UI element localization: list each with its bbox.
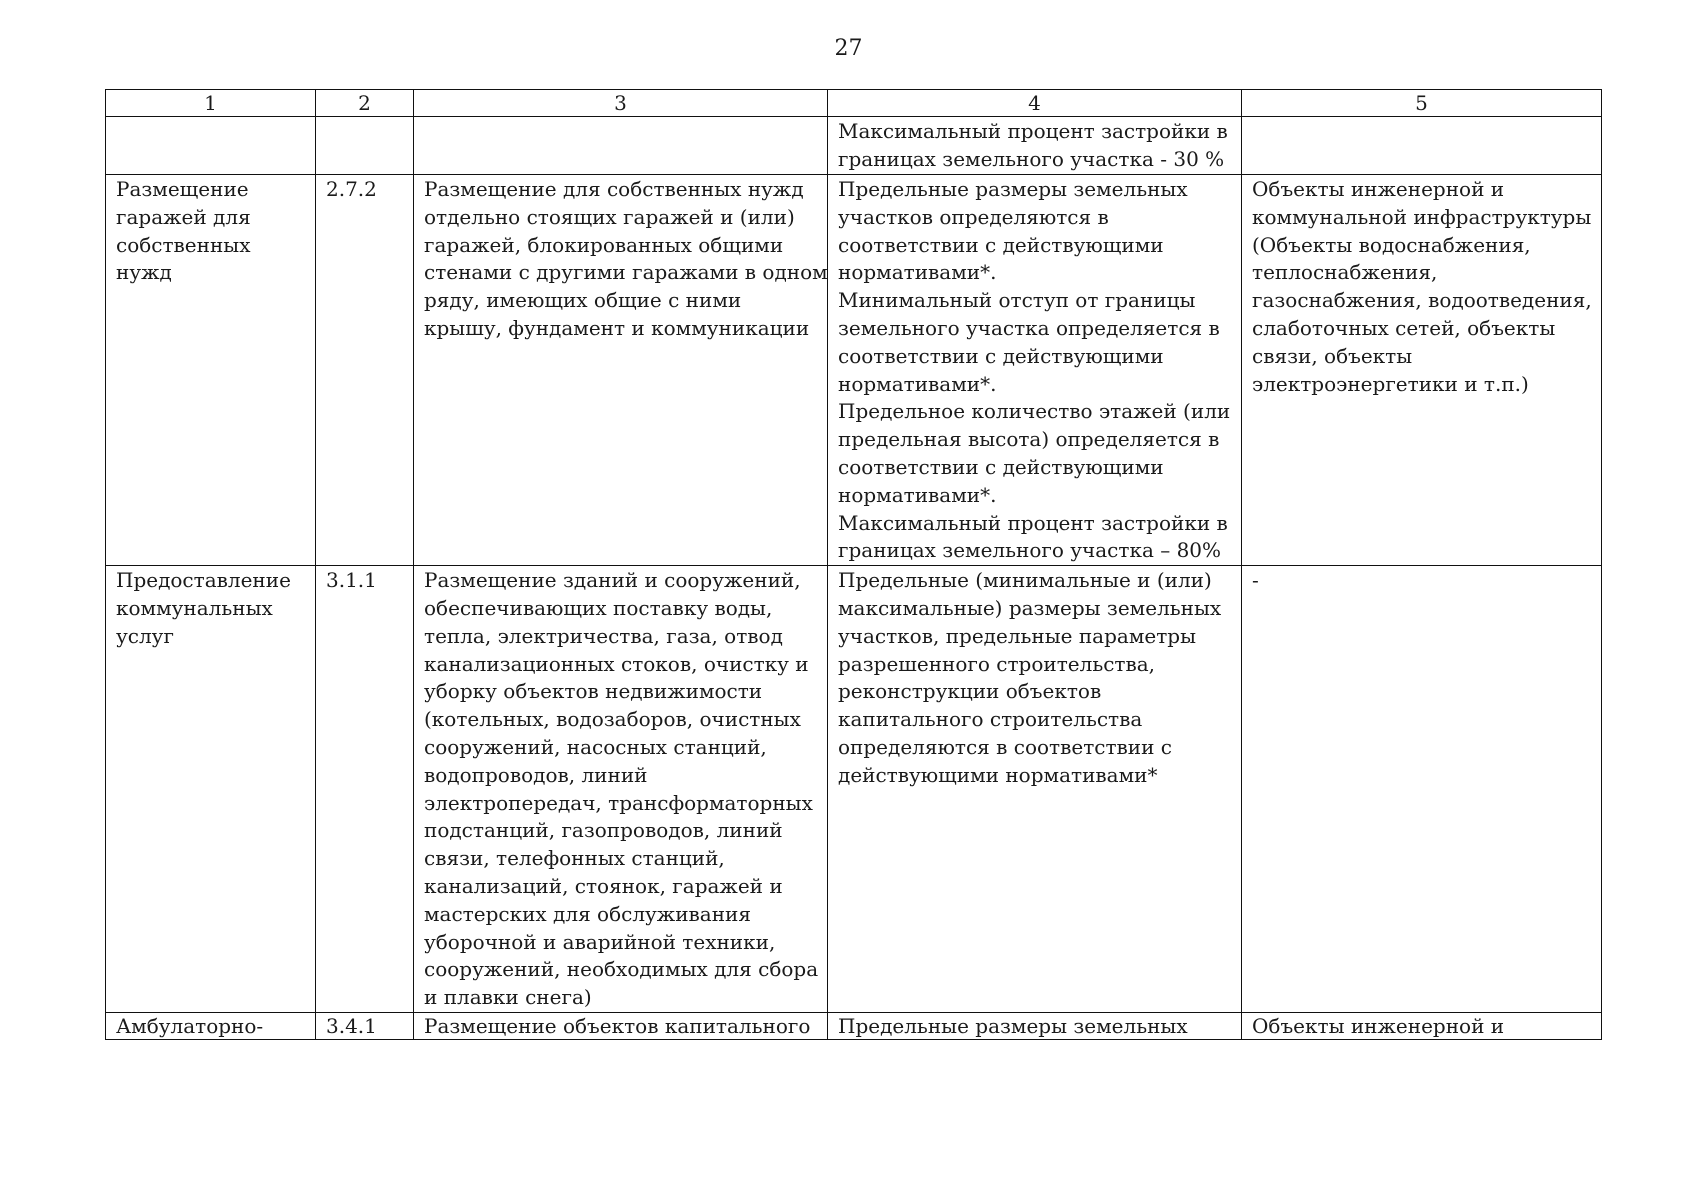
cell-text-line: максимальные) размеры земельных bbox=[838, 595, 1222, 620]
header-col-3: 3 bbox=[414, 90, 828, 117]
cell-text-line: ряду, имеющих общие с ними bbox=[424, 288, 742, 313]
cell-text-line: и плавки снега) bbox=[424, 985, 592, 1010]
cell-text-line: связи, объекты bbox=[1252, 343, 1413, 368]
cell-text-line: газоснабжения, водоотведения, bbox=[1252, 288, 1592, 313]
description-cell bbox=[414, 566, 828, 1013]
cell-text-line: подстанций, газопроводов, линий bbox=[424, 818, 783, 843]
cell-text-line: определяются в соответствии с bbox=[838, 734, 1173, 759]
cell-text-line: Предельные размеры земельных bbox=[838, 1013, 1188, 1038]
cell-text-line: Предельное количество этажей (или bbox=[838, 399, 1231, 424]
cell-text-line: нормативами*. bbox=[838, 371, 997, 396]
cell-text-line: Предоставление bbox=[116, 568, 291, 593]
cell-text-line: Размещение зданий и сооружений, bbox=[424, 568, 801, 593]
cell-text-line: (Объекты водоснабжения, bbox=[1252, 232, 1531, 257]
cell-text-line: нужд bbox=[116, 260, 172, 285]
cell-text-line: связи, телефонных станций, bbox=[424, 846, 725, 871]
table-row bbox=[106, 566, 1602, 1013]
description-cell bbox=[414, 1012, 828, 1039]
cell-text-line: уборочной и аварийной техники, bbox=[424, 929, 776, 954]
use-type-cell bbox=[106, 1012, 316, 1039]
cell-text-line: гаражей для bbox=[116, 204, 251, 229]
table-header-row bbox=[106, 90, 1602, 117]
cell-text-line: канализаций, стоянок, гаражей и bbox=[424, 873, 783, 898]
cell-text-line: отдельно стоящих гаражей и (или) bbox=[424, 204, 795, 229]
table-row bbox=[106, 117, 1602, 175]
description-cell bbox=[414, 117, 828, 175]
cell-text-line: коммунальных bbox=[116, 595, 273, 620]
cell-text-line: участков, предельные параметры bbox=[838, 623, 1197, 648]
code-cell: 3.1.1 bbox=[316, 566, 414, 1013]
parameters-cell bbox=[828, 117, 1242, 175]
auxiliary-uses-cell bbox=[1242, 566, 1602, 1013]
cell-text-line: границах земельного участка - 30 % bbox=[838, 146, 1225, 171]
cell-text-line: предельная высота) определяется в bbox=[838, 427, 1220, 452]
header-col-4: 4 bbox=[828, 90, 1242, 117]
table-row bbox=[106, 1012, 1602, 1039]
cell-text-line: участков определяются в bbox=[838, 204, 1109, 229]
cell-text-line: мастерских для обслуживания bbox=[424, 901, 751, 926]
cell-text-line: электропередач, трансформаторных bbox=[424, 790, 813, 815]
cell-text-line: сооружений, необходимых для сбора bbox=[424, 957, 819, 982]
cell-text-line: Предельные (минимальные и (или) bbox=[838, 568, 1212, 593]
cell-text-line: Максимальный процент застройки в bbox=[838, 510, 1228, 535]
table-row bbox=[106, 175, 1602, 566]
cell-text-line: капитального строительства bbox=[838, 707, 1143, 732]
page-number: 27 bbox=[834, 36, 863, 61]
zoning-regulations-table bbox=[105, 89, 1602, 1040]
cell-text-line: нормативами*. bbox=[838, 482, 997, 507]
cell-text-line: реконструкции объектов bbox=[838, 679, 1102, 704]
parameters-cell bbox=[828, 1012, 1242, 1039]
auxiliary-uses-cell bbox=[1242, 117, 1602, 175]
cell-text-line: Предельные размеры земельных bbox=[838, 177, 1188, 201]
cell-text-line: теплоснабжения, bbox=[1252, 260, 1438, 285]
auxiliary-uses-cell bbox=[1242, 1012, 1602, 1039]
cell-text-line: водопроводов, линий bbox=[424, 762, 648, 787]
header-col-1: 1 bbox=[106, 90, 316, 117]
cell-text-line: границах земельного участка – 80% bbox=[838, 538, 1222, 563]
cell-text-line: стенами с другими гаражами в одном bbox=[424, 260, 828, 285]
cell-text-line: гаражей, блокированных общими bbox=[424, 232, 784, 257]
parameters-cell bbox=[828, 566, 1242, 1013]
cell-text-line: соответствии с действующими bbox=[838, 232, 1164, 257]
cell-text-line: Объекты инженерной и bbox=[1252, 1013, 1505, 1038]
cell-text-line: Размещение объектов капитального bbox=[424, 1013, 811, 1038]
cell-text-line: обеспечивающих поставку воды, bbox=[424, 595, 773, 620]
auxiliary-uses-cell bbox=[1242, 175, 1602, 566]
code-cell bbox=[316, 117, 414, 175]
cell-text-line: земельного участка определяется в bbox=[838, 315, 1220, 340]
cell-text-line: электроэнергетики и т.п.) bbox=[1252, 371, 1529, 396]
parameters-cell bbox=[828, 175, 1242, 566]
use-type-cell bbox=[106, 117, 316, 175]
code-cell: 2.7.2 bbox=[316, 175, 414, 566]
cell-text-line: нормативами*. bbox=[838, 260, 997, 285]
cell-text-line: соответствии с действующими bbox=[838, 454, 1164, 479]
cell-text-line: Минимальный отступ от границы bbox=[838, 288, 1196, 313]
use-type-cell bbox=[106, 175, 316, 566]
cell-text-line: соответствии с действующими bbox=[838, 343, 1164, 368]
cell-text-line: тепла, электричества, газа, отвод bbox=[424, 623, 783, 648]
cell-text-line: слаботочных сетей, объекты bbox=[1252, 315, 1556, 340]
cell-text-line: Размещение bbox=[116, 177, 249, 201]
cell-text-line: Максимальный процент застройки в bbox=[838, 119, 1228, 143]
cell-text-line: разрешенного строительства, bbox=[838, 651, 1156, 676]
cell-text-line: услуг bbox=[116, 623, 174, 648]
cell-text-line: Объекты инженерной и bbox=[1252, 177, 1505, 201]
cell-text-line: собственных bbox=[116, 232, 251, 257]
cell-text-line: сооружений, насосных станций, bbox=[424, 734, 767, 759]
cell-text-line: Амбулаторно- bbox=[116, 1013, 264, 1038]
code-cell: 3.4.1 bbox=[316, 1012, 414, 1039]
header-col-5: 5 bbox=[1242, 90, 1602, 117]
description-cell bbox=[414, 175, 828, 566]
cell-text-line: крышу, фундамент и коммуникации bbox=[424, 315, 810, 340]
cell-text-line: Размещение для собственных нужд bbox=[424, 177, 804, 201]
header-col-2: 2 bbox=[316, 90, 414, 117]
cell-text-line: канализационных стоков, очистку и bbox=[424, 651, 809, 676]
cell-text-line: уборку объектов недвижимости bbox=[424, 679, 763, 704]
cell-text-line: (котельных, водозаборов, очистных bbox=[424, 707, 801, 732]
cell-text-line: коммунальной инфраструктуры bbox=[1252, 204, 1592, 229]
cell-text-line: - bbox=[1252, 568, 1259, 593]
cell-text-line: действующими нормативами* bbox=[838, 762, 1158, 787]
use-type-cell bbox=[106, 566, 316, 1013]
